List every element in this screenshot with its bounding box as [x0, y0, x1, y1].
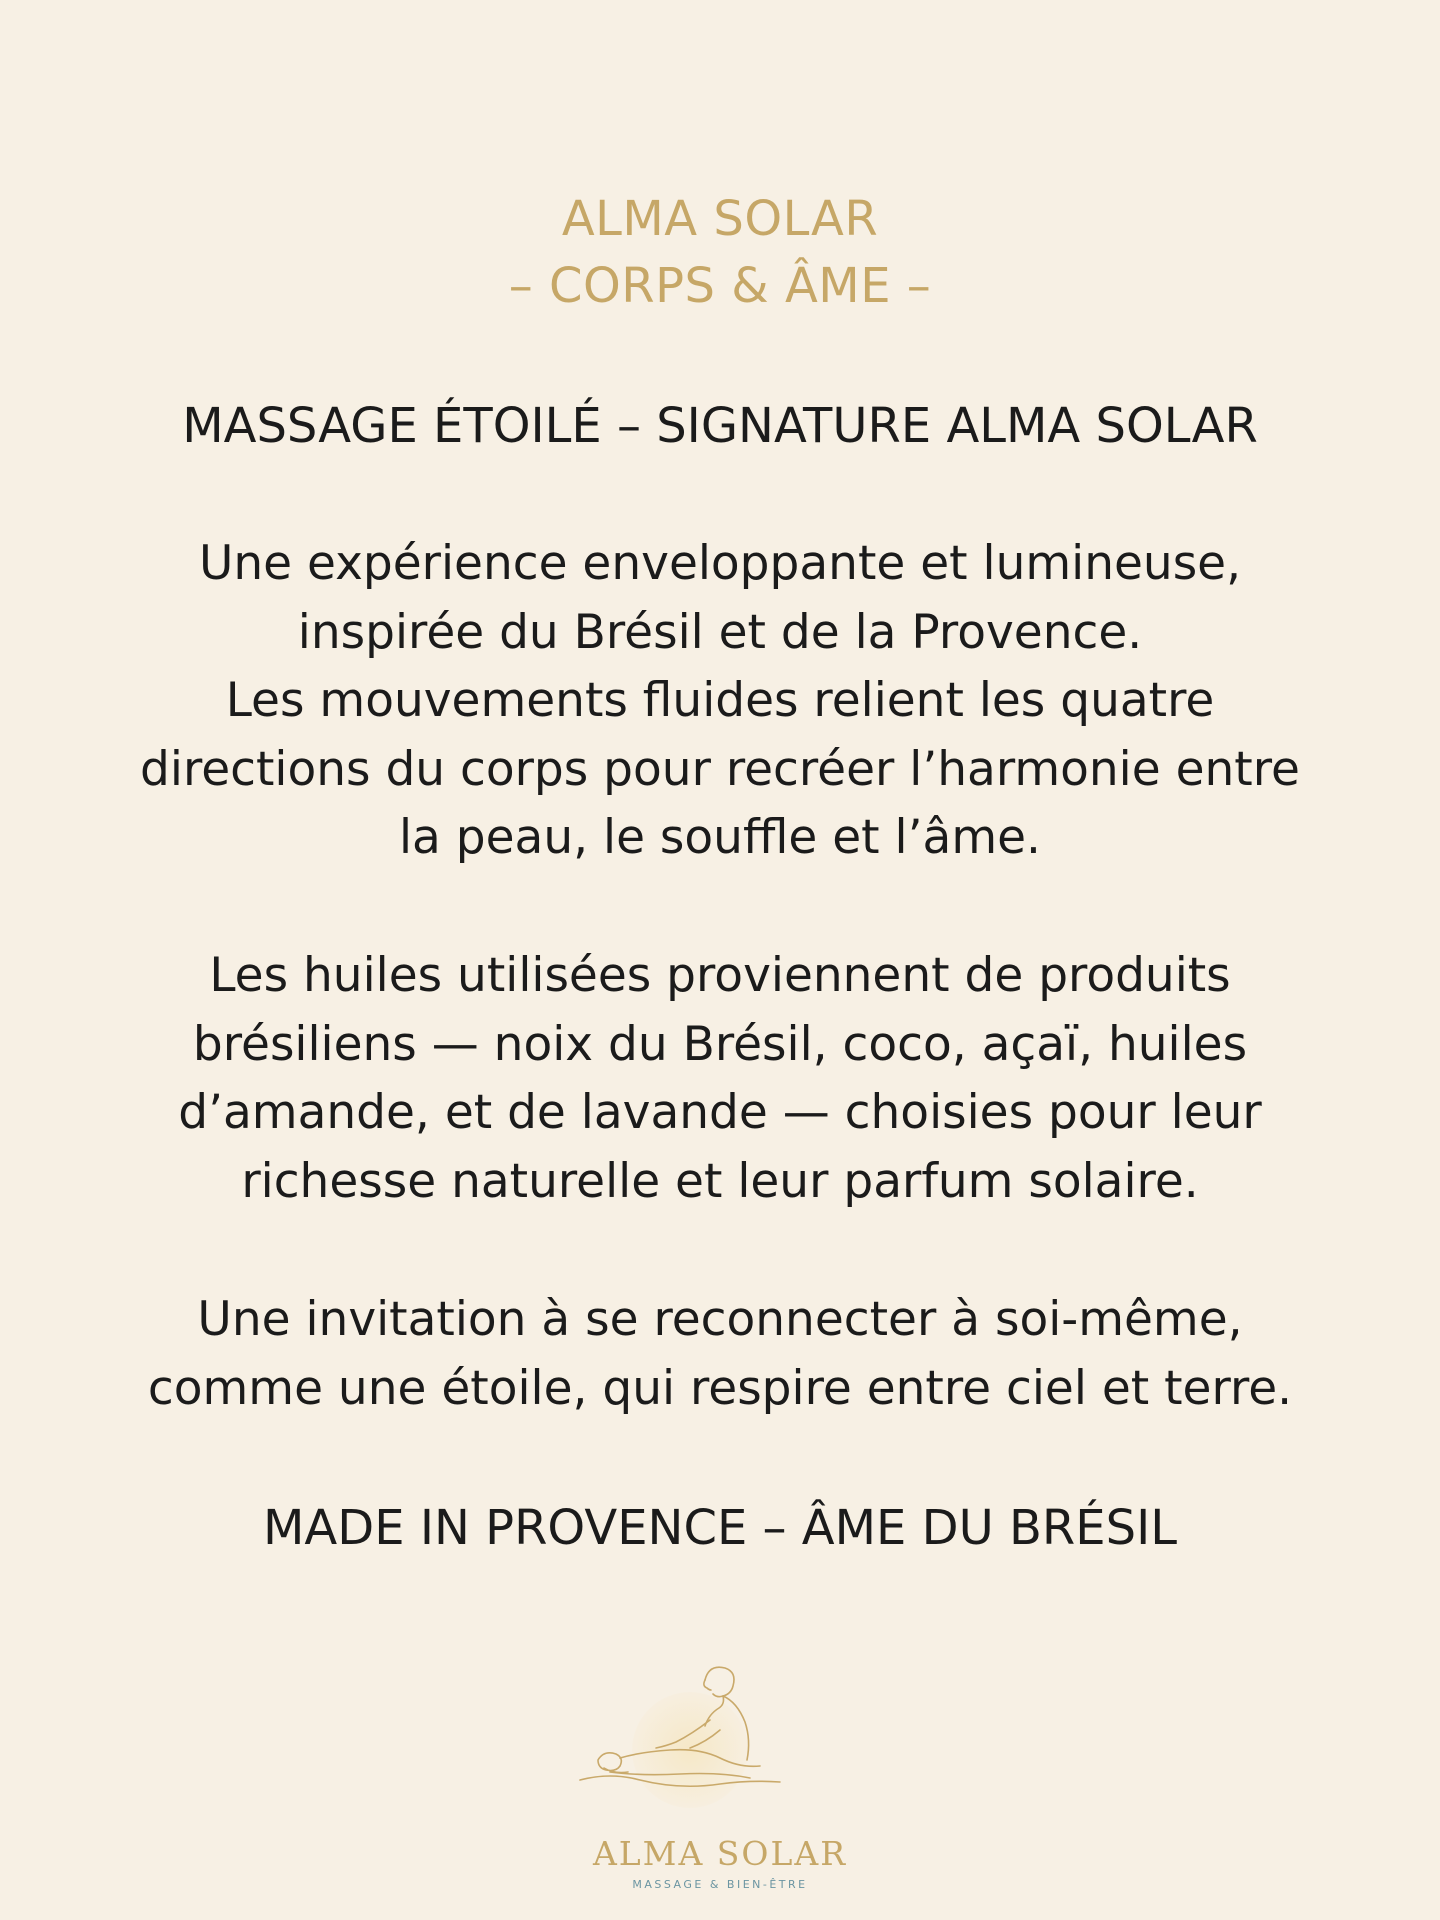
brand-title	[0, 186, 1440, 320]
brand-title-line1: ALMA SOLAR	[561, 191, 879, 247]
paragraph-line: Une invitation à se reconnecter à soi-même,	[197, 1292, 1243, 1347]
paragraph-invitation	[0, 1286, 1440, 1423]
paragraph-line: richesse naturelle et leur parfum solaire.	[241, 1153, 1199, 1209]
paragraph-line: inspirée du Brésil et de la Provence.	[297, 604, 1143, 660]
paragraph-line: d’amande, et de lavande — choisies pour leur	[178, 1085, 1262, 1140]
paragraph-line: brésiliens — noix du Brésil, coco, açaï, huiles	[192, 1016, 1248, 1072]
paragraph-line: la peau, le souffle et l’âme.	[399, 810, 1041, 865]
paragraph-line: Les huiles utilisées proviennent de produits	[209, 948, 1231, 1003]
logo-subtitle: MASSAGE & BIEN-ÊTRE	[632, 1878, 808, 1891]
paragraph-oils	[0, 942, 1440, 1216]
paragraph-line: Les mouvements fluides relient les quatre	[225, 673, 1215, 728]
brand-logo	[570, 1640, 870, 1920]
massage-illustration-icon	[570, 1640, 870, 1840]
massage-heading: MASSAGE ÉTOILÉ – SIGNATURE ALMA SOLAR	[182, 398, 1258, 454]
logo-name: ALMA SOLAR	[592, 1834, 848, 1873]
paragraph-description	[0, 530, 1440, 873]
paragraph-line: Une expérience enveloppante et lumineuse,	[198, 536, 1242, 591]
paragraph-line: directions du corps pour recréer l’harmonie entre	[140, 741, 1300, 797]
paragraph-line: comme une étoile, qui respire entre ciel et terre.	[147, 1360, 1293, 1416]
tagline: MADE IN PROVENCE – ÂME DU BRÉSIL	[263, 1500, 1177, 1556]
brand-title-line2: – CORPS & ÂME –	[508, 258, 932, 314]
